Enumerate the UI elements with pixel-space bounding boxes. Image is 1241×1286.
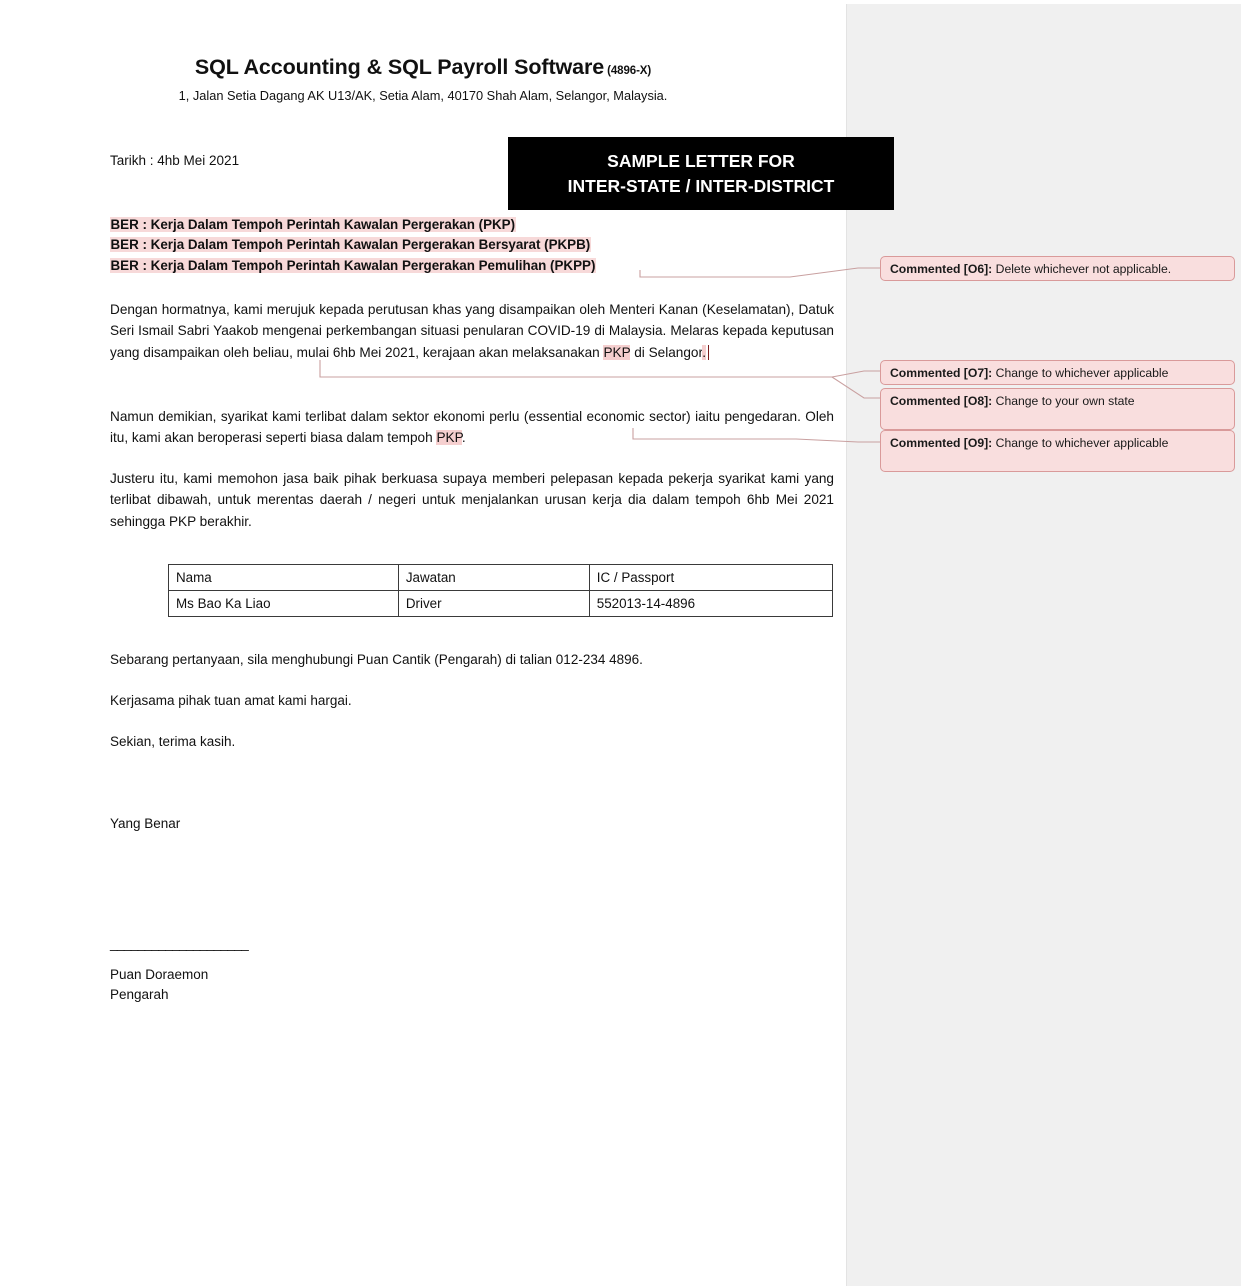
subject-line-pkpb	[110, 235, 810, 255]
comment-balloon-o9[interactable]	[880, 430, 1235, 472]
closing-contact-line: Sebarang pertanyaan, sila menghubungi Puan Cantik (Pengarah) di talian 012-234 4896.	[110, 652, 643, 667]
paragraph-one-highlight-pkp: PKP	[603, 344, 631, 360]
comment-o8-text: Change to your own state	[992, 394, 1135, 408]
paragraph-three: Justeru itu, kami memohon jasa baik pihak berkuasa supaya memberi pelepasan kepada pekerja syarikat kami yang terlibat dibawah, untuk merentas daerah / negeri untuk menjalankan urusan kerja dia dalam tempoh 6hb Mei 2021 sehingga PKP berakhir.	[110, 471, 834, 529]
sample-letter-banner	[508, 137, 894, 210]
signature-title: Pengarah	[110, 987, 169, 1003]
date-line: Tarikh : 4hb Mei 2021	[110, 153, 240, 168]
comment-o9-tag: Commented [O9]:	[890, 436, 993, 450]
closing-thanks-line: Kerjasama pihak tuan amat kami hargai.	[110, 693, 352, 708]
comment-o7-tag: Commented [O7]:	[890, 366, 993, 380]
paragraph-one-state: di Selangor	[630, 344, 703, 360]
table-header-row	[169, 565, 833, 591]
closing-sekian-line: Sekian, terima kasih.	[110, 734, 236, 749]
comment-balloon-o6[interactable]	[880, 256, 1235, 281]
table-header-nama: Nama	[169, 565, 399, 591]
table-row	[169, 591, 833, 617]
table-cell-ic: 552013-14-4896	[589, 591, 832, 617]
comment-balloon-o8[interactable]	[880, 388, 1235, 430]
sample-letter-line-1: SAMPLE LETTER FOR	[607, 150, 795, 171]
sample-letter-line-2: INTER-STATE / INTER-DISTRICT	[567, 175, 835, 196]
company-address: 1, Jalan Setia Dagang AK U13/AK, Setia Alam, 40170 Shah Alam, Selangor, Malaysia.	[178, 87, 668, 103]
comment-balloon-o7[interactable]	[880, 360, 1235, 385]
comment-o9-text: Change to whichever applicable	[992, 436, 1169, 450]
subject-line-pkp-text: BER : Kerja Dalam Tempoh Perintah Kawalan Pergerakan (PKP)	[110, 217, 516, 232]
subject-line-pkpb-text: BER : Kerja Dalam Tempoh Perintah Kawalan Pergerakan Bersyarat (PKPB)	[110, 237, 591, 253]
table-cell-nama: Ms Bao Ka Liao	[169, 591, 399, 617]
paragraph-two	[110, 406, 834, 449]
subject-line-pkpp-text: BER : Kerja Dalam Tempoh Perintah Kawalan Pergerakan Pemulihan (PKPP)	[110, 257, 596, 273]
comment-pane	[846, 4, 1241, 1286]
subject-line-pkpp	[110, 256, 810, 276]
paragraph-two-text: Namun demikian, syarikat kami terlibat dalam sektor ekonomi perlu (essential economic sector) iaitu pengedaran. Oleh itu, kami akan beroperasi seperti biasa dalam tempoh	[110, 409, 834, 446]
text-caret	[708, 345, 709, 360]
comment-o6-tag: Commented [O6]:	[890, 262, 993, 276]
paragraph-two-highlight-pkp: PKP	[436, 430, 462, 446]
table-header-jawatan: Jawatan	[398, 565, 589, 591]
comment-o8-tag: Commented [O8]:	[890, 394, 993, 408]
signature-rule: ____________________	[110, 936, 249, 951]
employee-table	[168, 564, 833, 617]
comment-o7-text: Change to whichever applicable	[992, 366, 1169, 380]
table-cell-jawatan: Driver	[398, 591, 589, 617]
comment-o6-text: Delete whichever not applicable.	[992, 262, 1172, 276]
paragraph-two-period: .	[461, 430, 466, 446]
subject-block	[110, 215, 810, 276]
signature-block	[110, 934, 248, 1006]
paragraph-one	[110, 299, 834, 363]
subject-line-pkp	[110, 215, 810, 235]
signature-name: Puan Doraemon	[110, 966, 209, 982]
company-registration-number: (4896-X)	[607, 65, 652, 77]
paragraph-one-text: Dengan hormatnya, kami merujuk kepada perutusan khas yang disampaikan oleh Menteri Kanan (Keselamatan), Datuk Seri Ismail Sabri Yaakob mengenai perkembangan situasi penularan COVID-19 di Malaysia. Melaras kepada keputusan yang disampaikan oleh beliau, mulai 6hb Mei 2021, kerajaan akan melaksanakan	[110, 302, 834, 360]
company-name-text: SQL Accounting & SQL Payroll Software	[194, 55, 605, 79]
paragraph-one-highlight-period: .	[702, 344, 707, 360]
company-name	[0, 55, 846, 81]
closing-salutation: Yang Benar	[110, 816, 181, 831]
table-header-ic: IC / Passport	[589, 565, 832, 591]
letterhead	[0, 55, 846, 104]
